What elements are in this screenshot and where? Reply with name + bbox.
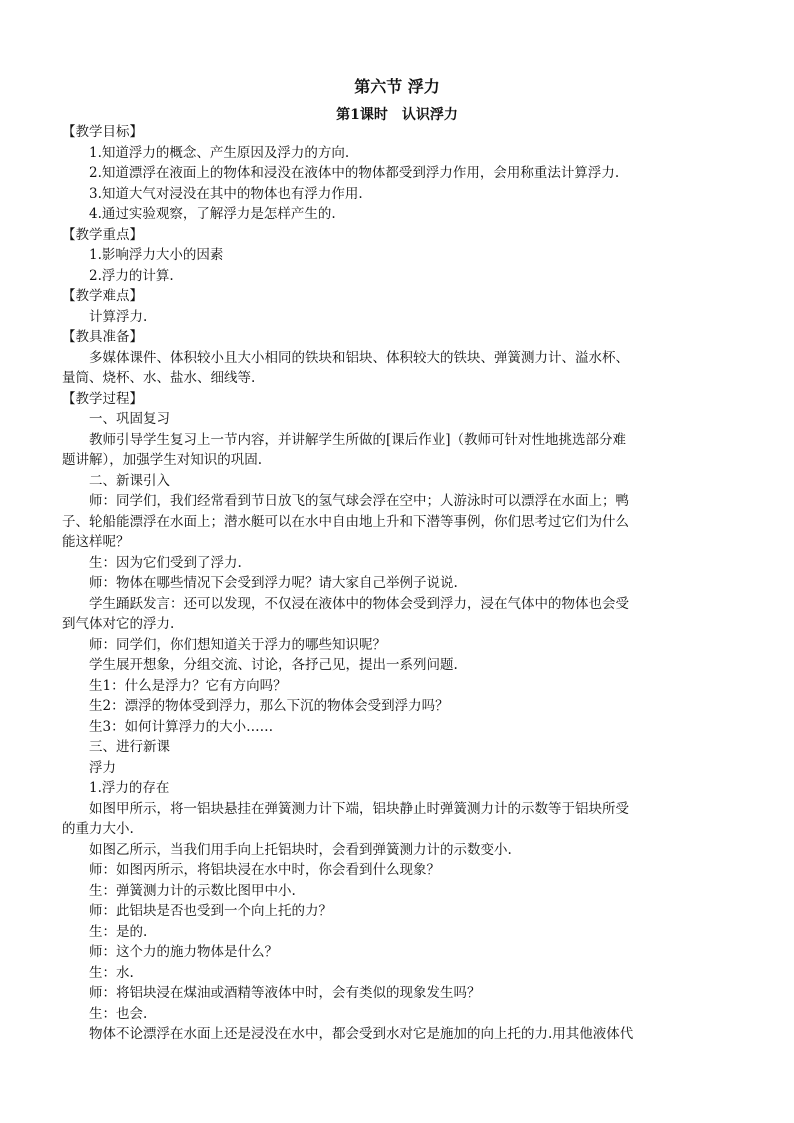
text-line: 学生踊跃发言：还可以发现，不仅浸在液体中的物体会受到浮力，浸在气体中的物体也会受 [89,595,629,612]
text-line: 3.知道大气对浸没在其中的物体也有浮力作用. [89,185,363,202]
text-line: 1.浮力的存在 [89,780,170,796]
text-line: 物体不论漂浮在水面上还是浸没在水中，都会受到水对它是施加的向上托的力.用其他液体代 [89,1026,634,1042]
text-line: 师：同学们，我们经常看到节日放飞的氢气球会浮在空中；人游泳时可以漂浮在水面上；鸭 [89,493,629,509]
text-line: 浮力 [89,759,116,776]
text-line: 计算浮力. [89,308,148,325]
text-line: 多媒体课件、体积较小且大小相同的铁块和铝块、体积较大的铁块、弹簧测力计、溢水杯、 [89,349,629,366]
text-line: 【教具准备】 [62,329,143,345]
text-line: 【教学目标】 [62,124,143,140]
text-line: 生：水. [89,964,134,981]
text-line: 教师引导学生复习上一节内容，并讲解学生所做的[课后作业]（教师可针对性地挑选部分难 [89,431,627,448]
text-line: 生：因为它们受到了浮力. [89,554,242,571]
text-line: 能这样呢？ [62,534,130,550]
text-line: 生2：漂浮的物体受到浮力，那么下沉的物体会受到浮力吗？ [89,698,449,714]
text-line: 【教学难点】 [62,288,143,304]
text-line: 师：这个力的施力物体是什么？ [89,944,278,960]
text-line: 生：是的. [89,923,148,940]
text-line: 2.知道漂浮在液面上的物体和浸没在液体中的物体都受到浮力作用，会用称重法计算浮力. [89,165,620,181]
page-title: 第六节 浮力 [354,77,440,96]
text-line: 生1：什么是浮力？它有方向吗？ [89,677,287,694]
text-line: 到气体对它的浮力. [62,616,175,632]
text-line: 1.影响浮力大小的因素 [89,247,224,263]
text-line: 师：此铝块是否也受到一个向上托的力？ [89,903,332,919]
text-line: 师：如图丙所示，将铝块浸在水中时，你会看到什么现象？ [89,862,440,878]
text-line: 师：将铝块浸在煤油或酒精等液体中时，会有类似的现象发生吗？ [89,985,481,1001]
text-line: 三、进行新课 [89,739,170,755]
text-line: 一、巩固复习 [89,411,170,427]
text-line: 学生展开想象，分组交流、讨论，各抒己见，提出一系列问题. [89,657,458,673]
text-line: 师：同学们，你们想知道关于浮力的哪些知识呢？ [89,636,386,653]
text-line: 子、轮船能漂浮在水面上；潜水艇可以在水中自由地上升和下潜等事例，你们思考过它们为什么 [62,513,629,530]
text-line: 如图乙所示，当我们用手向上托铝块时，会看到弹簧测力计的示数变小. [89,841,512,858]
text-line: 题讲解），加强学生对知识的巩固. [62,452,263,468]
document-body [62,122,737,1045]
text-line: 4.通过实验观察，了解浮力是怎样产生的. [89,206,336,222]
text-line: 如图甲所示，将一铝块悬挂在弹簧测力计下端，铝块静止时弹簧测力计的示数等于铝块所受 [89,800,629,817]
text-line: 生：也会. [89,1005,148,1022]
text-line: 量筒、烧杯、水、盐水、细线等. [62,370,256,386]
page-subtitle: 第1课时 认识浮力 [336,107,458,123]
text-line: 的重力大小. [62,821,134,837]
text-line: 二、新课引入 [89,472,170,489]
text-line: 生：弹簧测力计的示数比图甲中小. [89,882,296,899]
text-line: 生3：如何计算浮力的大小…… [89,718,274,735]
text-line: 【教学过程】 [62,390,143,407]
text-line: 1.知道浮力的概念、产生原因及浮力的方向. [89,144,350,161]
text-line: 师：物体在哪些情况下会受到浮力呢？请大家自己举例子说说. [89,575,458,591]
text-line: 2.浮力的计算. [89,267,174,284]
text-line: 【教学重点】 [62,226,143,243]
